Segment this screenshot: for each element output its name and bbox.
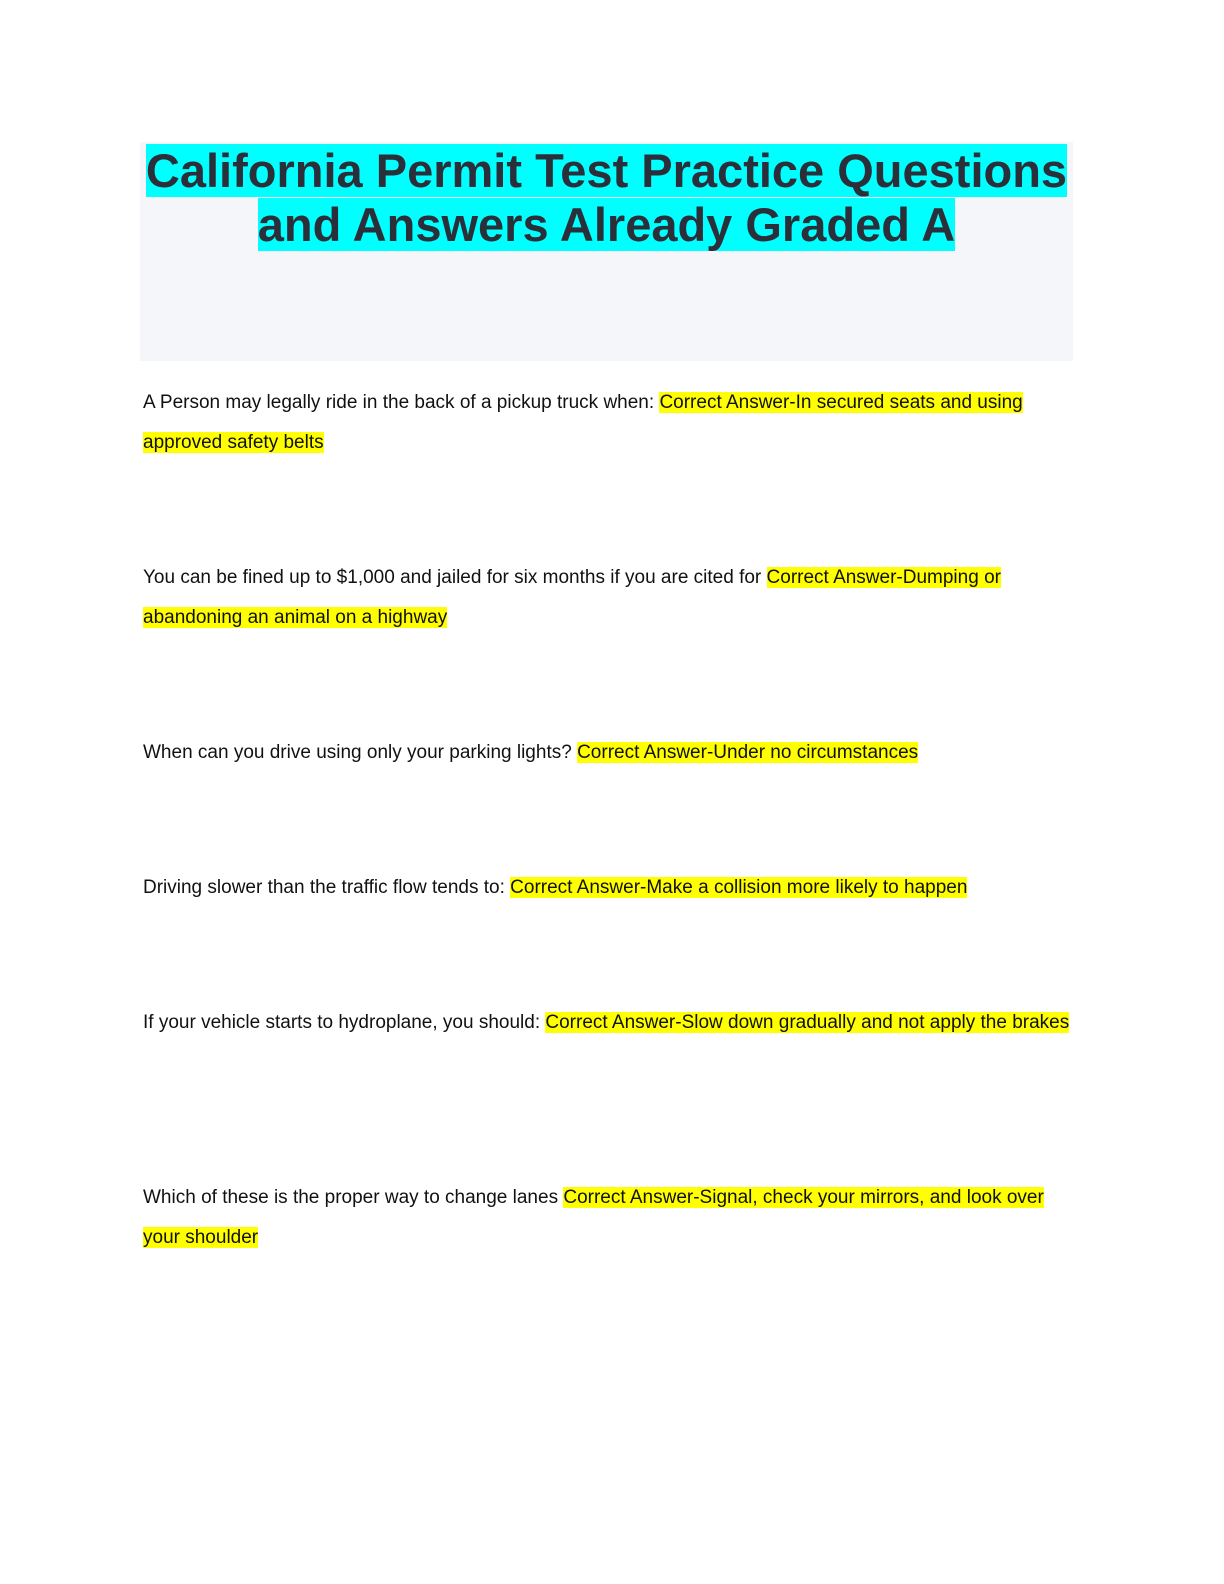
question-text: Driving slower than the traffic flow tends to: — [143, 877, 505, 898]
question-text: When can you drive using only your parking lights? — [143, 742, 572, 763]
qa-item — [143, 733, 1073, 773]
question-text: If your vehicle starts to hydroplane, you should: — [143, 1012, 541, 1033]
question-text: Which of these is the proper way to change lanes — [143, 1187, 559, 1208]
document-title-text: California Permit Test Practice Questions and Answers Already Graded A — [145, 144, 1068, 251]
answer-text: Correct Answer-Signal, check your mirrors, and look over your shoulder — [143, 1187, 1044, 1248]
answer-text: Correct Answer-Slow down gradually and not apply the brakes — [545, 1012, 1070, 1033]
qa-item — [143, 558, 1073, 638]
qa-item — [143, 1178, 1073, 1258]
question-text: You can be fined up to $1,000 and jailed for six months if you are cited for — [143, 567, 762, 588]
answer-text: Correct Answer-In secured seats and using approved safety belts — [143, 392, 1023, 453]
document-title — [140, 142, 1073, 252]
answer-text: Correct Answer-Dumping or abandoning an animal on a highway — [143, 567, 1001, 628]
qa-item — [143, 383, 1073, 463]
answer-text: Correct Answer-Make a collision more likely to happen — [510, 877, 968, 898]
question-text: A Person may legally ride in the back of a pickup truck when: — [143, 392, 655, 413]
title-banner — [140, 142, 1073, 361]
qa-item — [143, 1003, 1073, 1043]
answer-text: Correct Answer-Under no circumstances — [577, 742, 919, 763]
qa-item — [143, 868, 1073, 908]
